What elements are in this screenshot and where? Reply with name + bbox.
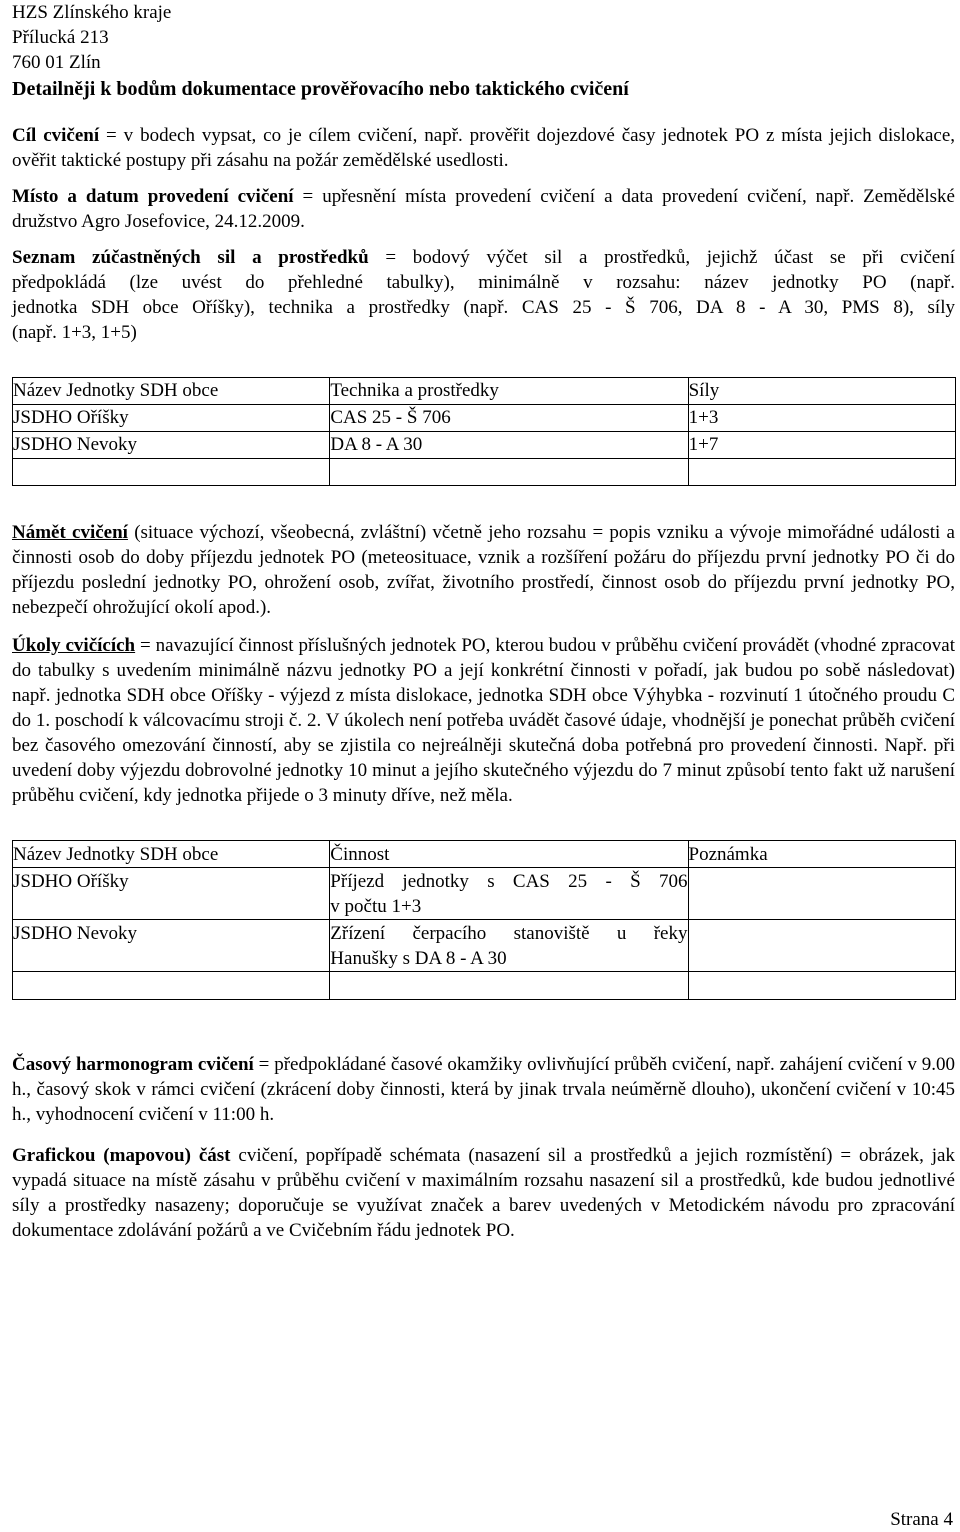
section-misto [12,184,955,234]
table-header-cell: Název Jednotky SDH obce [13,378,330,405]
table-cell [330,972,688,1000]
seznam-line-3: jednotka SDH obce Oříšky), technika a prostředky (např. CAS 25 - Š 706, DA 8 - A 30, PMS 8), síly [12,297,955,318]
ukoly-term: Úkoly cvičících [12,635,136,656]
seznam-line-1: Seznam zúčastněných sil a prostředků = bodový výčet sil a prostředků, jejichž účast se při cvičení [12,247,955,268]
document-page [12,0,955,1243]
table-cell: CAS 25 - Š 706 [330,405,688,432]
harmonogram-text: = předpokládané časové okamžiky ovlivňující průběh cvičení, např. zahájení cvičení v 9.00 h., časový skok v rámci cvičení (zkrácení doby činnosti, která by jinak trvala neúměrně dlouho), ukončení cvičení v 10:45 h., vyhodnocení cvičení v 11:00 h. [12,1054,955,1125]
table-cell: JSDHO Nevoky [13,920,330,972]
table-cell [13,459,330,486]
seznam-line-4: (např. 1+3, 1+5) [12,322,137,343]
seznam-line-2: předpokládá (lze uvést do přehledné tabulky), minimálně v rozsahu: název jednotky PO (např. [12,272,955,293]
table-header-row [13,378,956,405]
section-seznam [12,245,955,345]
forces-table [12,377,956,486]
table-header-row [13,841,956,868]
table-cell: 1+7 [688,432,955,459]
table-cell [688,972,956,1000]
ukoly-text: = navazující činnost příslušných jednotek PO, kterou budou v průběhu cvičení provádět (vhodné zpracovat do tabulky s uvedením minimálně názvu jednotky PO a její konkrétní činnosti v pořadí, jak budou po sobě následovat) např. jednotka SDH obce Oříšky - výjezd z místa dislokace, jednotka SDH obce Výhybka - rozvinutí 1 útočného proudu C do 1. poschodí k válcovacímu stroji č. 2. V úkolech není potřeba uvádět časové údaje, vhodnější je ponechat průběh cvičení bez časového omezování činností, aby se zjistila co nejreálněji skutečná doba potřebná pro provedení činnosti. Např. při uvedení doby výjezdu dobrovolné jednotky 10 minut a jejího skutečného výjezdu do 7 minut způsobí tento fakt už narušení průběhu cvičení, kdy jednotka přijede o 3 minuty dříve, než měla. [12,635,955,806]
page-number: Strana 4 [890,1509,953,1530]
table-cell [330,920,688,972]
misto-term: Místo a datum provedení cvičení [12,186,294,207]
section-namet [12,520,955,620]
graficka-text: cvičení, popřípadě schémata (nasazení sil a prostředků a jejich rozmístění) = obrázek, jak vypadá situace na místě zásahu v průběhu cvičení v maximálním rozsahu nasazení sil a prostředků, kde budou jednotlivé síly a prostředky nasazeny; doporučuje se využívat značek a barev uvedených v Metodickém návodu pro zpracování dokumentace zdolávání požárů a ve Cvičebním řádu jednotek PO. [12,1145,955,1241]
org-street: Přílucká 213 [12,27,109,48]
table-header-cell: Název Jednotky SDH obce [13,841,330,868]
table-header-cell: Technika a prostředky [330,378,688,405]
section-graficka [12,1143,955,1243]
section-harmonogram [12,1052,955,1127]
section-cil [12,123,955,173]
table-row [13,459,956,486]
table-cell: 1+3 [688,405,955,432]
activity-line: Zřízení čerpacího stanoviště u řeky [330,923,688,944]
table-row [13,972,956,1000]
graficka-term: Grafickou (mapovou) část [12,1145,231,1166]
cil-term: Cíl cvičení [12,125,100,146]
activity-line: v počtu 1+3 [330,896,422,917]
letterhead [12,0,955,75]
document-title: Detailněji k bodům dokumentace prověřovacího nebo taktického cvičení [12,78,629,100]
table-row [13,868,956,920]
table-row [13,920,956,972]
table-cell: JSDHO Oříšky [13,405,330,432]
org-name: HZS Zlínského kraje [12,2,172,23]
table-cell [330,459,688,486]
table-cell [688,459,955,486]
activity-line: Hanušky s DA 8 - A 30 [330,948,507,969]
table-cell [13,972,330,1000]
table-header-cell: Síly [688,378,955,405]
harmonogram-term: Časový harmonogram cvičení [12,1054,254,1075]
tasks-table [12,840,956,1000]
table-cell: JSDHO Oříšky [13,868,330,920]
cil-text: = v bodech vypsat, co je cílem cvičení, např. prověřit dojezdové časy jednotek PO z místa jejich dislokace, ověřit taktické postupy při zásahu na požár zemědělské usedlosti. [12,125,955,171]
table-cell [688,868,956,920]
namet-text: (situace výchozí, všeobecná, zvláštní) včetně jeho rozsahu = popis vzniku a vývoje mimořádné události a činnosti osob do doby příjezdu jednotek PO (meteosituace, vznik a rozšíření požáru do příjezdu první jednotky PO či do příjezdu poslední jednotky PO, ohrožení osob, zvířat, životního prostředí, činnost osob do příjezdu první jednotky PO, nebezpečí ohrožující okolí apod.). [12,522,955,618]
namet-term: Námět cvičení [12,522,128,543]
table-cell: DA 8 - A 30 [330,432,688,459]
activity-line: Příjezd jednotky s CAS 25 - Š 706 [330,871,688,892]
table-cell [688,920,956,972]
section-ukoly [12,633,955,808]
table-header-cell: Činnost [330,841,688,868]
misto-text: = upřesnění místa provedení cvičení a data provedení cvičení, např. Zemědělské družstvo Agro Josefovice, 24.12.2009. [12,186,955,232]
org-city: 760 01 Zlín [12,52,101,73]
table-row [13,405,956,432]
table-cell [330,868,688,920]
table-header-cell: Poznámka [688,841,956,868]
seznam-term: Seznam zúčastněných sil a prostředků [12,247,369,268]
table-cell: JSDHO Nevoky [13,432,330,459]
table-row [13,432,956,459]
